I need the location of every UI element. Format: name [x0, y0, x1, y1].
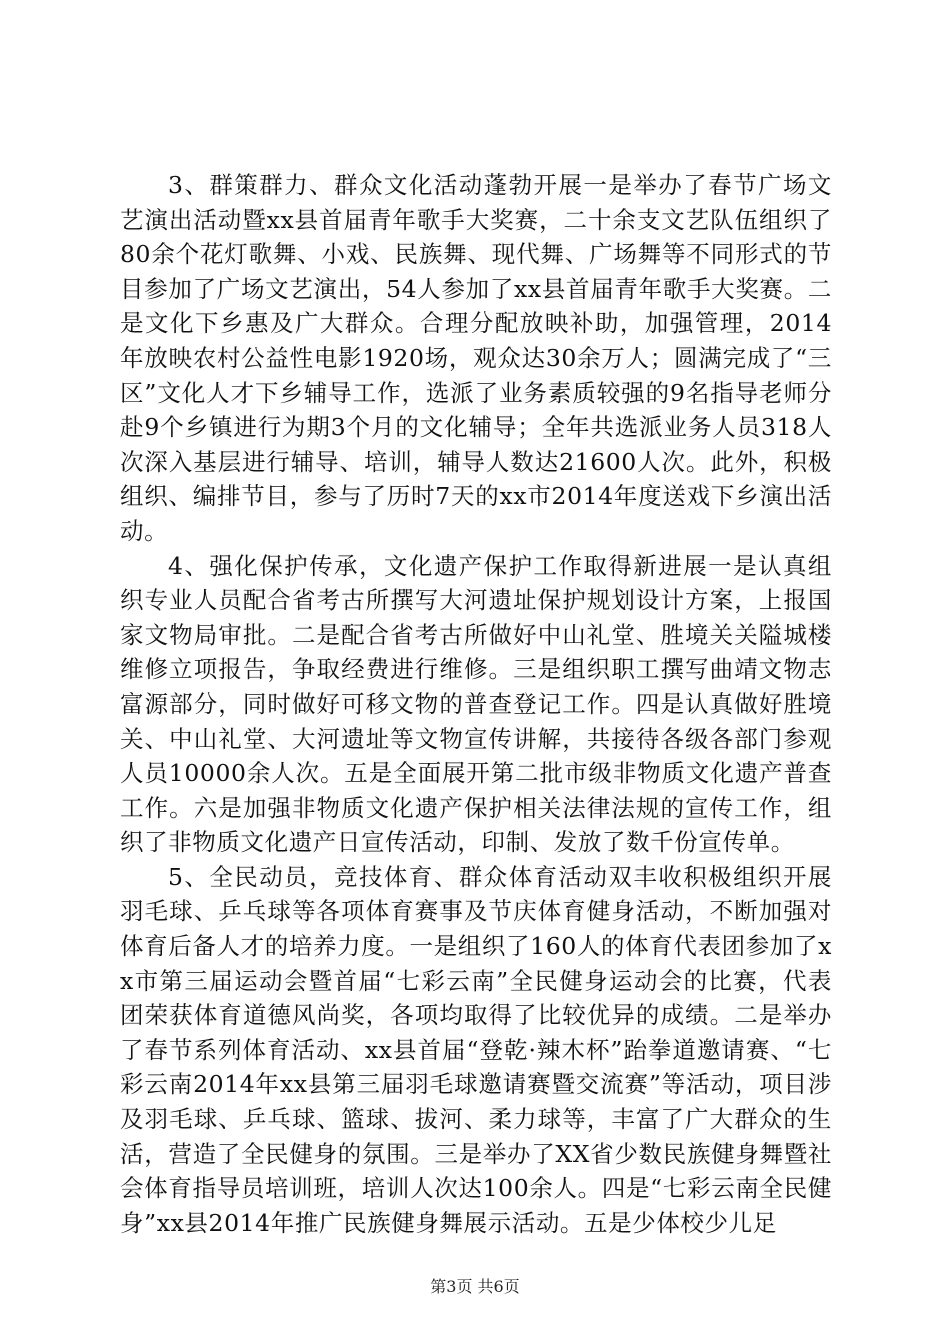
paragraph-heritage-protection: 4、强化保护传承，文化遗产保护工作取得新进展一是认真组织专业人员配合省考古所撰写大河遗址保护规划设计方案，上报国家文物局审批。二是配合省考古所做好中山礼堂、胜境关关隘城楼维修立项报告，争取经费进行维修。三是组织职工撰写曲靖文物志富源部分，同时做好可移文物的普查登记工作。四是认真做好胜境关、中山礼堂、大河遗址等文物宣传讲解，共接待各级各部门参观人员10000余人次。五是全面展开第二批市级非物质文化遗产普查工作。六是加强非物质文化遗产保护相关法律法规的宣传工作，组织了非物质文化遗产日宣传活动，印制、发放了数千份宣传单。 — [120, 551, 832, 857]
page-number-footer: 第3页 共6页 — [430, 1277, 520, 1296]
document-body — [120, 168, 832, 1240]
paragraph-culture-activities: 3、群策群力、群众文化活动蓬勃开展一是举办了春节广场文艺演出活动暨xx县首届青年歌手大奖赛，二十余支文艺队伍组织了80余个花灯歌舞、小戏、民族舞、现代舞、广场舞等不同形式的节目参加了广场文艺演出，54人参加了xx县首届青年歌手大奖赛。二是文化下乡惠及广大群众。合理分配放映补助，加强管理，2014年放映农村公益性电影1920场，观众达30余万人；圆满完成了“三区”文化人才下乡辅导工作，选派了业务素质较强的9名指导老师分赴9个乡镇进行为期3个月的文化辅导；全年共选派业务人员318人次深入基层进行辅导、培训，辅导人数达21600人次。此外，积极组织、编排节目，参与了历时7天的xx市2014年度送戏下乡演出活动。 — [120, 171, 832, 545]
paragraph-sports-activities: 5、全民动员，竞技体育、群众体育活动双丰收积极组织开展羽毛球、乒乓球等各项体育赛事及节庆体育健身活动，不断加强对体育后备人才的培养力度。一是组织了160人的体育代表团参加了xx市第三届运动会暨首届“七彩云南”全民健身运动会的比赛，代表团荣获体育道德风尚奖，各项均取得了比较优异的成绩。二是举办了春节系列体育活动、xx县首届“登乾·辣木杯”跆拳道邀请赛、“七彩云南2014年xx县第三届羽毛球邀请赛暨交流赛”等活动，项目涉及羽毛球、乒乓球、篮球、拔河、柔力球等，丰富了广大群众的生活，营造了全民健身的氛围。三是举办了XX省少数民族健身舞暨社会体育指导员培训班，培训人次达100余人。四是“七彩云南全民健身”xx县2014年推广民族健身舞展示活动。五是少体校少儿足 — [120, 862, 832, 1237]
